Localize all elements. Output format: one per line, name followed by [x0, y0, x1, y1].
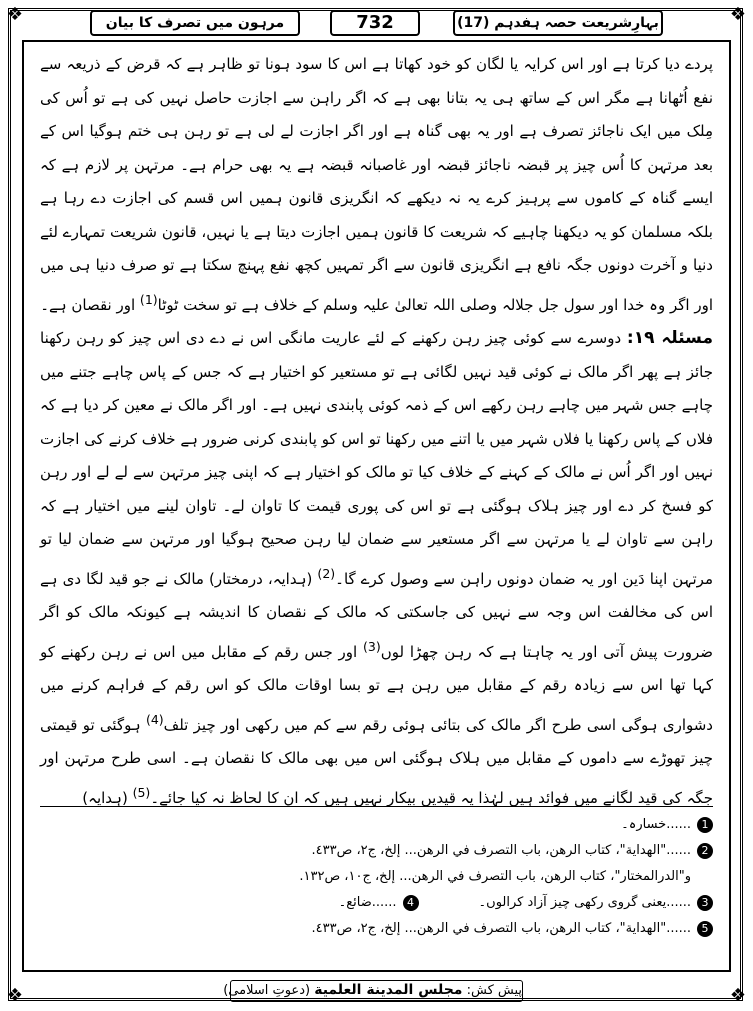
footnote-number: 2: [697, 843, 713, 859]
footnote-number: 5: [697, 921, 713, 937]
footer-prefix: پیش کش:: [466, 983, 522, 998]
main-text: [40, 48, 713, 815]
paragraph-1: [40, 48, 713, 322]
footnote-ref-1: (1): [139, 291, 158, 307]
corner-ornament-top-left: ❖: [6, 4, 24, 25]
footnote-5: [40, 916, 713, 942]
paragraph-text: اور نقصان ہے۔: [40, 295, 140, 314]
footnote-divider: [40, 806, 713, 807]
footnote-number: 3: [697, 895, 713, 911]
footnote-number: 4: [403, 895, 419, 911]
page-number: 732: [330, 10, 420, 36]
paragraph-text: ہوگئی تو قیمتی چیز تھوڑے سے داموں کے مقابل میں ہلاک ہوگئی اس میں بھی مالک کا نقصان ہے۔ اسی طرح مرتہن اور جگہ کی قید لگانے میں فوائد ہیں لہٰذا یہ قیدیں بیکار نہیں ہیں کہ ان کا لحاظ نہ کیا جائے۔: [40, 715, 713, 807]
footnote-4: [339, 890, 419, 916]
footnote-text: ......"الهداية"، كتاب الرهن، باب التصرف في الرهن... إلخ، ج٢، ص٤٣٣.: [311, 843, 691, 858]
footnote-ref-3: (3): [362, 638, 381, 654]
masla-heading: مسئلہ ۱۹:: [626, 328, 713, 348]
book-title: بہارِشریعت حصہ ہفدہم (17): [453, 10, 663, 36]
footnote-text: ......یعنی گروی رکھی چیز آزاد کرالوں۔: [478, 895, 691, 910]
footnotes: [40, 812, 713, 942]
footnote-3: [479, 890, 713, 916]
footnote-2: [40, 838, 713, 864]
corner-ornament-bottom-left: ❖: [6, 985, 24, 1006]
paragraph-text: پردے دیا کرتا ہے اور اس کرایہ یا لگان کو خود کھاتا ہے اس کا سود ہونا تو ظاہر ہے کہ قرض کے ذریعہ سے نفع اُٹھانا ہے مگر اس کے ساتھ ہی یہ بتانا بھی ہے کہ اگر راہن سے اجازت حاصل نہیں کی ہے تو اُس کی مِلک میں ایک ناجائز تصرف ہے اور یہ بھی گناہ ہے اور اگر اجازت لے لی ہے تو رہن ہی ختم ہوگیا اس کے بعد مرتہن کا اُس چیز پر قبضہ ناجائز قبضہ اور غاصبانہ قبضہ ہے یہ بھی حرام ہے۔ مرتہن پر لازم ہے کہ ایسے گناہ کے کاموں سے پرہیز کرے یہ نہ دیکھے کہ انگریزی قانون ہمیں اس قسم کی اجازت دے رہا ہے بلکہ مسلمان کو یہ دیکھنا چاہیے کہ شریعت کا قانون ہمیں اجازت دیتا ہے یا نہیں، قانون شریعت تمہارے لئے دنیا و آخرت دونوں جگہ نافع ہے انگریزی قانون سے اگر تمہیں کچھ نفع پہنچ سکتا ہے تو صرف دنیا ہی میں اور اگر وہ خدا اور سول جل جلالہ وصلی اللہ تعالیٰ علیہ وسلم کے خلاف ہے تو سخت ٹوٹا: [40, 55, 713, 314]
paragraph-2: [40, 322, 713, 815]
footnote-ref-2: (2): [317, 565, 336, 581]
corner-ornament-top-right: ❖: [729, 4, 747, 25]
publisher-name: مجلس المدينة العلمية: [314, 982, 463, 998]
page-header: [90, 10, 663, 38]
footnote-1: [40, 812, 713, 838]
paragraph-text: اور جس رقم کے مقابل میں اس نے رہن رکھنے کو کہا تھا اس سے زیادہ رقم کے مقابل میں رہن ہے تو بسا اوقات مالک کو اس رقم کے فراہم کرنے میں دشواری ہوگی اسی طرح اگر مالک کی بتائی ہوئی رقم سے کم میں رکھی اور چیز تلف: [40, 642, 713, 734]
footnote-2-continued: [40, 864, 713, 890]
footnote-text: و"الدرالمختار"، كتاب الرهن، باب التصرف في الرهن... إلخ، ج١٠، ص١٣٢.: [299, 869, 691, 884]
footer-suffix: (دعوتِ اسلامی): [223, 983, 311, 998]
footnote-text: ......"الهداية"، كتاب الرهن، باب التصرف في الرهن... إلخ، ج٢، ص٤٣٣.: [311, 921, 691, 936]
chapter-title: مرہون میں تصرف کا بیان: [90, 10, 300, 36]
paragraph-text: دوسرے سے کوئی چیز رہن رکھنے کے لئے عاریت مانگی اس نے دے دی اس چیز کو رہن رکھنا جائز ہے پھر اگر مالک نے کوئی قید نہیں لگائی ہے تو مستعیر کو اختیار ہے کہ جس کے پاس چاہے جتنے میں چاہے جس شہر میں چاہے رہن رکھے اس کے ذمہ کوئی پابندی نہیں ہے۔ اور اگر مالک نے معین کر دیا ہے کہ فلاں کے پاس رکھنا یا فلاں شہر میں یا اتنے میں رکھنا تو اس کو پابندی کرنی ضرور ہے خلاف کرنے کی اجازت نہیں اور اگر اُس نے مالک کے کہنے کے خلاف کیا تو مالک کو اختیار ہے کہ اپنی چیز مرتہن سے لے لے اور رہن کو فسخ کر دے اور چیز ہلاک ہوگئی ہے تو اس کی پوری قیمت کا تاوان لے۔ تاوان لینے میں اختیار ہے کہ راہن سے تاوان لے یا مرتہن سے اگر مستعیر سے ضمان لیا رہن صحیح ہوگیا اور مرتہن سے ضمان لیا تو مرتہن اپنا دَین اور یہ ضمان دونوں راہن سے وصول کرے گا۔: [40, 329, 713, 588]
footnote-text: ......ضائع۔: [338, 895, 397, 910]
footnote-text: ......خسارہ۔: [621, 817, 691, 832]
corner-ornament-bottom-right: ❖: [729, 985, 747, 1006]
footnote-row-3-4: [40, 890, 713, 916]
footnote-number: 1: [697, 817, 713, 833]
footnote-ref-4: (4): [145, 711, 164, 727]
page-footer: [223, 980, 523, 1002]
footnote-ref-5: (5): [132, 784, 151, 800]
paragraph-text: (ہدایہ): [82, 788, 133, 807]
paragraph-text: (ہدایہ، درمختار) مالک نے جو قید لگا دی ہے اس کی مخالفت اس وجہ سے نہیں کی جاسکتی کہ مالک کے نقصان کا اندیشہ ہے کیونکہ مالک کو اگر ضرورت پیش آتی اور یہ چاہتا ہے کہ رہن چھڑا لوں: [40, 569, 713, 661]
